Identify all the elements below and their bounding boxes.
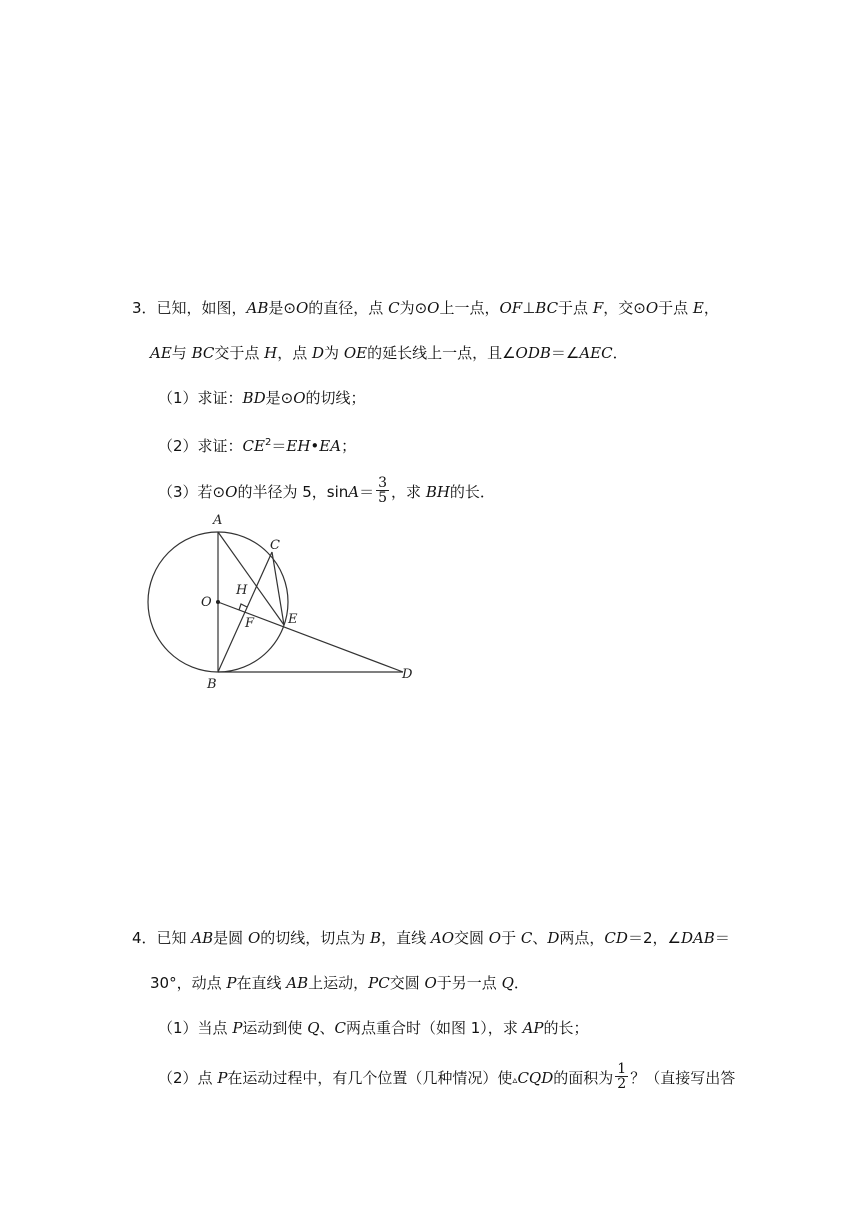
var-CE: CE [242, 437, 265, 455]
text: 为⊙ [399, 299, 428, 317]
var-OF: OF [499, 299, 523, 317]
var-C: C [334, 1019, 346, 1037]
text: 两点， [559, 929, 605, 947]
superscript: 2 [264, 437, 272, 448]
var-CD: CD [604, 929, 628, 947]
problem4-line1 [132, 928, 730, 948]
var-AP: AP [522, 1019, 544, 1037]
fraction-three-fifths [376, 476, 389, 505]
problem3-line2 [150, 343, 628, 363]
var-H: H [264, 344, 278, 362]
var-Q: Q [307, 1019, 320, 1037]
var-B: B [370, 929, 382, 947]
text: • [310, 437, 320, 455]
label-F: F [245, 616, 255, 631]
text: 为 [324, 344, 344, 362]
var-O: O [293, 389, 306, 407]
problem3-question3 [158, 475, 495, 507]
var-PC: PC [368, 974, 390, 992]
text: ． [513, 974, 529, 992]
var-AO: AO [430, 929, 454, 947]
var-EH: EH [286, 437, 311, 455]
text: ； [341, 437, 357, 455]
text: 交圆 [454, 929, 489, 947]
problem4-question2 [158, 1061, 736, 1093]
text: ＝∠ [550, 344, 580, 362]
text: 是圆 [213, 929, 248, 947]
var-AB: AB [286, 974, 309, 992]
var-P: P [217, 1069, 228, 1087]
var-F: F [592, 299, 604, 317]
var-D: D [547, 929, 560, 947]
var-D: D [312, 344, 325, 362]
text: 3．已知，如图， [132, 299, 247, 317]
text: 在直线 [236, 974, 287, 992]
text: ，点 [277, 344, 313, 362]
var-Q: Q [501, 974, 514, 992]
text: ⊥ [522, 299, 536, 317]
text: 的长； [543, 1019, 589, 1037]
text: 、 [319, 1019, 335, 1037]
text: 上运动， [308, 974, 369, 992]
segment-OD [218, 602, 403, 672]
text: （2）求证： [158, 437, 243, 455]
text: （3）若⊙ [158, 483, 226, 501]
var-ODB: ODB [515, 344, 551, 362]
center-point-O [216, 600, 220, 604]
text: （1）求证： [158, 389, 243, 407]
text: ． [612, 344, 628, 362]
label-D: D [402, 667, 413, 682]
text: 交于点 [214, 344, 265, 362]
text: 的直径，点 [308, 299, 389, 317]
text: 的延长线上一点，且∠ [367, 344, 516, 362]
text: 30°，动点 [150, 974, 227, 992]
problem4-line2 [150, 973, 529, 993]
text: 运动到使 [242, 1019, 308, 1037]
var-P: P [226, 974, 237, 992]
denominator: 2 [617, 1076, 627, 1092]
triangle-symbol: ▵ [512, 1075, 518, 1086]
text: 的半径为 5，sin [237, 483, 349, 501]
text: 交圆 [389, 974, 425, 992]
text: 于 [501, 929, 521, 947]
segment-CE [272, 552, 284, 625]
var-O: O [247, 929, 261, 947]
text: 4．已知 [132, 929, 192, 947]
problem3-question2 [158, 433, 356, 456]
var-A: A [348, 483, 360, 501]
text: ，交⊙ [603, 299, 646, 317]
text: 于另一点 [436, 974, 502, 992]
text: 是⊙ [268, 299, 296, 317]
var-O: O [427, 299, 440, 317]
text: ， [703, 299, 719, 317]
text: （1）当点 [158, 1019, 233, 1037]
label-A: A [213, 513, 223, 528]
text: 、 [532, 929, 548, 947]
text: ，直线 [381, 929, 431, 947]
text: ，求 [391, 483, 426, 501]
text: ＝ [271, 437, 287, 455]
numerator: 3 [378, 475, 388, 491]
problem4-question1 [158, 1018, 589, 1038]
text: 是⊙ [265, 389, 294, 407]
label-E: E [288, 612, 298, 627]
var-EA: EA [319, 437, 342, 455]
var-BC: BC [535, 299, 559, 317]
text: 在运动过程中，有几个位置（几种情况）使 [227, 1069, 513, 1087]
var-O: O [225, 483, 238, 501]
denominator: 5 [378, 490, 388, 506]
var-AE: AE [150, 344, 172, 362]
var-O: O [295, 299, 309, 317]
text: ＝ [359, 483, 375, 501]
var-AEC: AEC [579, 344, 613, 362]
text: ？（直接写出答 [630, 1069, 736, 1087]
text: 的切线，切点为 [260, 929, 371, 947]
var-BD: BD [242, 389, 266, 407]
var-E: E [692, 299, 704, 317]
text: 的切线； [305, 389, 366, 407]
text: 于点 [558, 299, 593, 317]
var-BC: BC [191, 344, 215, 362]
geometry-figure [140, 508, 430, 693]
problem3-line1 [132, 298, 719, 318]
text: ＝ [714, 929, 730, 947]
text: （2）点 [158, 1069, 218, 1087]
var-P: P [232, 1019, 243, 1037]
text: 的面积为 [553, 1069, 614, 1087]
var-AB: AB [246, 299, 269, 317]
var-O: O [645, 299, 659, 317]
var-DAB: DAB [680, 929, 715, 947]
var-C: C [388, 299, 400, 317]
fraction-one-half [615, 1062, 628, 1091]
var-BH: BH [425, 483, 450, 501]
var-CQD: CQD [517, 1069, 554, 1087]
var-OE: OE [343, 344, 368, 362]
problem3-question1 [158, 388, 366, 408]
numerator: 1 [617, 1061, 627, 1077]
var-AB: AB [191, 929, 214, 947]
label-O: O [201, 595, 212, 610]
text: ＝2，∠ [627, 929, 681, 947]
text: 的长． [449, 483, 495, 501]
var-O: O [488, 929, 502, 947]
var-O: O [424, 974, 437, 992]
text: 于点 [658, 299, 693, 317]
text: 上一点， [439, 299, 500, 317]
text: 两点重合时（如图 1），求 [346, 1019, 523, 1037]
var-C: C [520, 929, 533, 947]
label-C: C [270, 538, 280, 553]
label-B: B [207, 677, 217, 692]
text: 与 [171, 344, 192, 362]
label-H: H [236, 583, 248, 598]
